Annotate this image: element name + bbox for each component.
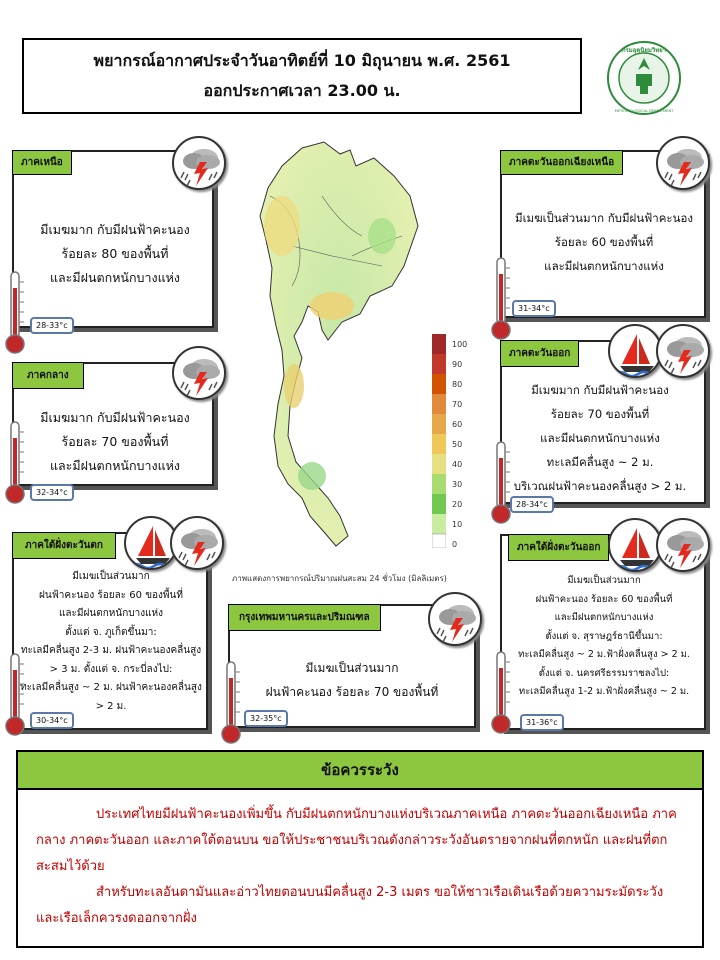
region-tag-south-east: ภาคใต้ฝั่งตะวันออก bbox=[508, 534, 609, 561]
tmd-logo bbox=[606, 40, 682, 116]
scale-label: 50 bbox=[452, 440, 463, 449]
issue-time: ออกประกาศเวลา 23.00 น. bbox=[203, 81, 401, 100]
thermometer-icon bbox=[4, 420, 26, 506]
thermometer-icon bbox=[4, 652, 26, 738]
region-tag-central: ภาคกลาง bbox=[12, 362, 84, 389]
forecast-text-central: มีเมฆมาก กับมีฝนฟ้าคะนอง ร้อยละ 70 ของพื้นที่ และมีฝนตกหนักบางแห่ง bbox=[40, 410, 190, 473]
thermometer-icon bbox=[4, 270, 26, 356]
forecast-text-northeast: มีเมฆเป็นส่วนมาก กับมีฝนฟ้าคะนอง ร้อยละ 60 ของพื้นที่ และมีฝนตกหนักบางแห่ง bbox=[514, 211, 693, 273]
map-caption: ภาพแสดงการพยากรณ์ปริมาณฝนสะสม 24 ชั่วโมง (มิลลิเมตร) bbox=[232, 574, 447, 583]
thunderstorm-icon bbox=[656, 518, 710, 572]
scale-label: 90 bbox=[452, 360, 463, 369]
warning-title: ข้อควรระวัง bbox=[16, 750, 704, 790]
scale-label: 0 bbox=[452, 540, 458, 549]
temp-east: 28-34°c bbox=[510, 496, 554, 513]
scale-label: 70 bbox=[452, 400, 463, 409]
logo-text-en: METEOROLOGICAL DEPARTMENT bbox=[614, 109, 674, 113]
region-tag-northeast: ภาคตะวันออกเฉียงเหนือ bbox=[500, 150, 623, 175]
forecast-title: พยากรณ์อากาศประจำวันอาทิตย์ที่ 10 มิถุนายน พ.ศ. 2561 bbox=[93, 51, 511, 70]
temp-bangkok: 32-35°c bbox=[244, 710, 288, 727]
warning-paragraph-1: ประเทศไทยมีฝนฟ้าคะนองเพิ่มขึ้น กับมีฝนตกหนักบางแห่งบริเวณภาคเหนือ ภาคตะวันออกเฉียงเหนือ ภาคกลาง ภาคตะวันออก และภาคใต้ตอนบน ขอให้ประชาชนบริเวณดังกล่าวระวังอันตรายจากฝนที่ตกหนัก และฝนที่ตกสะสมไว้ด้วย bbox=[36, 807, 677, 874]
temp-central: 32-34°c bbox=[30, 484, 74, 501]
warning-body bbox=[16, 790, 704, 948]
temp-northeast: 31-34°c bbox=[512, 300, 556, 317]
thunderstorm-icon bbox=[656, 324, 710, 378]
warning-paragraph-2: สำหรับทะเลอันดามันและอ่าวไทยตอนบนมีคลื่นสูง 2-3 เมตร ขอให้ชาวเรือเดินเรือด้วยความระมัดระวังและเรือเล็กควรงดออกจากฝั่ง bbox=[36, 885, 664, 926]
thunderstorm-icon bbox=[656, 136, 710, 190]
sailboat-icon bbox=[608, 324, 662, 378]
scale-label: 40 bbox=[452, 460, 463, 469]
forecast-text-bangkok: มีเมฆเป็นส่วนมาก ฝนฟ้าคะนอง ร้อยละ 70 ของพื้นที่ bbox=[265, 661, 439, 699]
region-tag-north: ภาคเหนือ bbox=[12, 150, 72, 175]
region-tag-bangkok: กรุงเทพมหานครและปริมณฑล bbox=[228, 604, 381, 631]
scale-label: 60 bbox=[452, 420, 463, 429]
forecast-text-south-west: มีเมฆเป็นส่วนมาก ฝนฟ้าคะนอง ร้อยละ 60 ของพื้นที่ และมีฝนตกหนักบางแห่ง ตั้งแต่ จ. ภูเก็ตขึ้นมา: ทะเลมีคลื่นสูง 2-3 ม. ฝนฟ้าคะนองคลื่นสูง > 3 ม. ตั้งแต่ จ. กระบี่ลงไป: ทะเลมีคลื่นสูง ~ 2 ม. ฝนฟ้าคะนองคลื่นสูง > 2 ม. bbox=[20, 571, 202, 712]
scale-label: 80 bbox=[452, 380, 463, 389]
forecast-text-north: มีเมฆมาก กับมีฝนฟ้าคะนอง ร้อยละ 80 ของพื้นที่ และมีฝนตกหนักบางแห่ง bbox=[40, 222, 190, 285]
rainfall-map bbox=[232, 136, 422, 566]
thunderstorm-icon bbox=[170, 516, 224, 570]
scale-label: 10 bbox=[452, 520, 463, 529]
temp-north: 28-33°c bbox=[30, 317, 74, 334]
logo-text: กรมอุตุนิยมวิทยา bbox=[621, 47, 667, 54]
forecast-text-south-east: มีเมฆเป็นส่วนมาก ฝนฟ้าคะนอง ร้อยละ 60 ของพื้นที่ และมีฝนตกหนักบางแห่ง ตั้งแต่ จ. สุราษฎร์ธานีขึ้นมา: ทะเลมีคลื่นสูง ~ 2 ม.ฟ้าฝั่งคลื่นสูง > 2 ม. ตั้งแต่ จ. นครศรีธรรมราชลงไป: ทะเลมีคลื่นสูง 1-2 ม.ฟ้าฝั่งคลื่นสูง ~ 2 ม. bbox=[518, 575, 690, 697]
sailboat-icon bbox=[608, 518, 662, 572]
thermometer-icon bbox=[490, 256, 512, 342]
thunderstorm-icon bbox=[428, 592, 482, 646]
temp-south-west: 30-34°c bbox=[30, 712, 74, 729]
rainfall-color-scale bbox=[432, 334, 446, 548]
scale-label: 100 bbox=[452, 340, 468, 349]
scale-label: 30 bbox=[452, 480, 463, 489]
region-tag-east: ภาคตะวันออก bbox=[500, 340, 579, 367]
temp-south-east: 31-36°c bbox=[520, 714, 564, 731]
thermometer-icon bbox=[220, 660, 242, 746]
thunderstorm-icon bbox=[172, 136, 226, 190]
forecast-text-east: มีเมฆมาก กับมีฝนฟ้าคะนอง ร้อยละ 70 ของพื้นที่ และมีฝนตกหนักบางแห่ง ทะเลมีคลื่นสูง ~ 2 ม. บริเวณฝนฟ้าคะนองคลื่นสูง > 2 ม. bbox=[513, 383, 687, 493]
thunderstorm-icon bbox=[172, 346, 226, 400]
forecast-title-box bbox=[22, 38, 582, 114]
thermometer-icon bbox=[490, 650, 512, 736]
thermometer-icon bbox=[490, 440, 512, 526]
region-tag-south-west: ภาคใต้ฝั่งตะวันตก bbox=[12, 532, 116, 559]
scale-label: 20 bbox=[452, 500, 463, 509]
